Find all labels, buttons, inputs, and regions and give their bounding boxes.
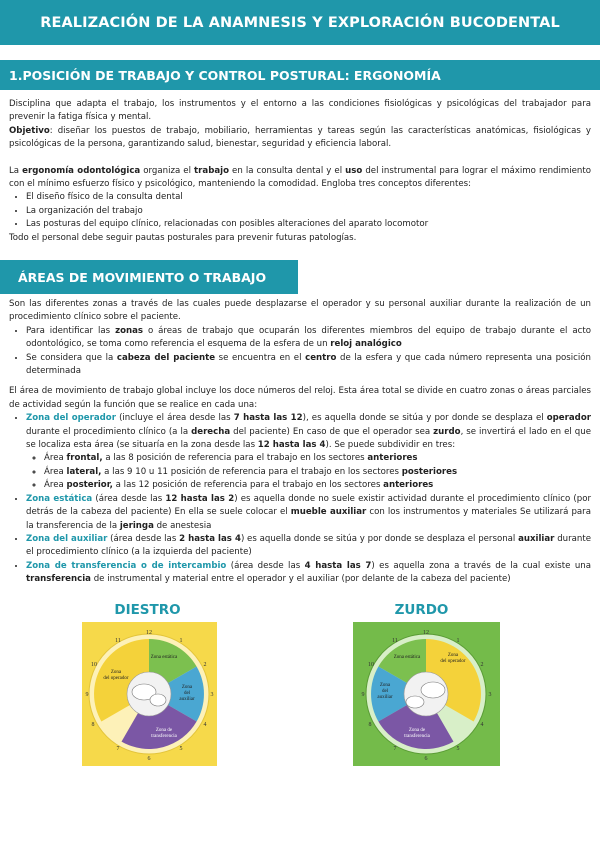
zurdo-label-auxiliar-3: auxiliar <box>377 695 393 700</box>
section-heading-areas: ÁREAS DE MOVIMIENTO O TRABAJO <box>0 260 298 294</box>
zurdo-label-transferencia-2: transferencia <box>404 734 430 739</box>
operador-subareas <box>26 452 591 492</box>
diestro-label-auxiliar-1: Zona <box>181 685 193 690</box>
diestro-label-operador-1: Zona <box>110 670 122 675</box>
diestro-title: DIESTRO <box>114 602 181 618</box>
diestro-label-operador-2: del operador <box>103 676 129 681</box>
reference-list <box>9 325 591 379</box>
zona-operador-item: • Zona del operador (incluye el área desde las 7 hasta las 12), es aquella donde se sitúa y por donde se desplaza el operador durante el procedimiento clínico (a la derecha del paciente) En caso de que el operador sea zurdo, se invertirá el lado en el que se localiza esta área (se situaría en la zona desde las 12 hasta las 4). Se puede subdividir en tres: ◦ Área frontal, a las 8 posición de referencia para el trabajo en los sectores anteriores ◦ Área lateral, a las 9 10 u 11 posición de referencia para el trabajo en los sectores posteriores ◦ Área posterior, a las 12 posición de referencia para el trabajo en los sectores anteriores <box>26 412 591 492</box>
zona-transferencia-item: • Zona de transferencia o de intercambio (área desde las 4 hasta las 7) es aquella zona a través de la cual existe una transferencia de instrumental y material entre el operador y el auxiliar (por delante de la cabeza del paciente) <box>26 560 591 587</box>
zurdo-label-auxiliar-2: del <box>381 689 389 694</box>
zurdo-label-operador-1: Zona <box>447 653 459 658</box>
diestro-label-transferencia-1: Zona de <box>155 728 173 733</box>
diestro-num-6: 6 <box>147 756 151 762</box>
list-item: • Las posturas del equipo clínico, relacionadas con posibles alteraciones del aparato locomotor <box>26 218 591 231</box>
zurdo-num-7: 7 <box>393 746 397 752</box>
zurdo-num-1: 1 <box>456 638 460 644</box>
diestro-label-estatica: Zona estática <box>150 655 178 660</box>
diestro-clock-svg <box>82 622 217 766</box>
global-area-paragraph: El área de movimiento de trabajo global incluye los doce números del reloj. Esta área total se divide en cuatro zonas o áreas parciales de actividad según la función que se realice en cada una: <box>9 386 591 410</box>
list-item: • La organización del trabajo <box>26 205 591 218</box>
diestro-num-8: 8 <box>91 722 95 728</box>
diestro-num-1: 1 <box>179 638 183 644</box>
ergonomia-paragraph: La ergonomía odontológica organiza el trabajo en la consulta dental y el uso del instrumental para lograr el máximo rendimiento con el mínimo esfuerzo físico y psicológico, manteniendo la comodidad. Engloba tres conceptos diferentes: <box>9 165 592 190</box>
zurdo-num-4: 4 <box>480 722 484 728</box>
diestro-diagram <box>82 622 217 766</box>
diestro-num-10: 10 <box>91 662 97 668</box>
diestro-num-4: 4 <box>203 722 207 728</box>
diestro-patient-figure <box>150 694 166 706</box>
zurdo-label-estatica: Zona estática <box>393 655 421 660</box>
zurdo-label-transferencia-1: Zona de <box>408 728 426 733</box>
zurdo-num-5: 5 <box>456 746 460 752</box>
zurdo-num-3: 3 <box>488 692 492 698</box>
diestro-num-5: 5 <box>179 746 183 752</box>
list-item: • Se considera que la cabeza del paciente se encuentra en el centro de la esfera y que cada número representa una posición determinada <box>26 352 591 379</box>
diestro-num-7: 7 <box>116 746 120 752</box>
diestro-num-9: 9 <box>85 692 89 698</box>
zona-estatica-item: • Zona estática (área desde las 12 hasta las 2) es aquella donde no suele existir actividad durante el procedimiento clínico (por detrás de la cabeza del paciente) En ella se suele colocar el mueble auxiliar con los instrumentos y materiales Se utilizará para la transferencia de la jeringa de anestesia <box>26 493 591 533</box>
zones-list <box>9 412 591 586</box>
diestro-label-auxiliar-3: auxiliar <box>179 697 195 702</box>
zurdo-patient-figure <box>406 696 424 708</box>
section-heading-ergonomia: 1.POSICIÓN DE TRABAJO Y CONTROL POSTURAL: ERGONOMÍA <box>0 60 600 90</box>
zurdo-operator-figure <box>421 682 445 698</box>
list-item: • Para identificar las zonas o áreas de trabajo que ocuparán los diferentes miembros del equipo de trabajo durante el acto odontológico, se toma como referencia el esquema de la esfera de un reloj analógico <box>26 325 591 352</box>
list-item: ◦ Área posterior, a las 12 posición de referencia para el trabajo en los sectores anteriores <box>44 479 591 492</box>
diestro-label-auxiliar-2: del <box>183 691 191 696</box>
diestro-num-3: 3 <box>210 692 214 698</box>
page-title: REALIZACIÓN DE LA ANAMNESIS Y EXPLORACIÓN BUCODENTAL <box>0 0 600 45</box>
diestro-num-2: 2 <box>203 662 207 668</box>
concept-list <box>9 191 591 231</box>
section2-body <box>9 298 591 587</box>
zurdo-title: ZURDO <box>394 602 449 618</box>
diestro-num-12: 12 <box>146 630 152 636</box>
zurdo-num-12: 12 <box>423 630 429 636</box>
zurdo-clock-svg <box>353 622 500 766</box>
zurdo-label-auxiliar-1: Zona <box>379 683 391 688</box>
zurdo-label-operador-2: del operador <box>440 659 466 664</box>
areas-intro: Son las diferentes zonas a través de las cuales puede desplazarse el operador y su personal auxiliar durante la realización de un procedimiento clínico sobre el paciente. <box>9 299 591 323</box>
zurdo-num-8: 8 <box>368 722 372 728</box>
postural-paragraph: Todo el personal debe seguir pautas posturales para prevenir futuras patologías. <box>9 232 357 243</box>
diestro-label-transferencia-2: transferencia <box>151 734 177 739</box>
zurdo-num-10: 10 <box>368 662 374 668</box>
diestro-num-11: 11 <box>115 638 121 644</box>
zurdo-num-9: 9 <box>361 692 365 698</box>
zurdo-num-11: 11 <box>392 638 398 644</box>
list-item: • El diseño físico de la consulta dental <box>26 191 591 204</box>
zurdo-num-6: 6 <box>424 756 428 762</box>
objetivo-paragraph: Objetivo: diseñar los puestos de trabajo, mobiliario, herramientas y tareas según las características anatómicas, fisiológicas y psicológicas de la persona, garantizando salud, bienestar, seguridad y eficiencia laboral. <box>9 125 591 150</box>
list-item: ◦ Área frontal, a las 8 posición de referencia para el trabajo en los sectores anteriores <box>44 452 591 465</box>
definition-paragraph: Disciplina que adapta el trabajo, los instrumentos y el entorno a las condiciones fisiológicas y psicológicas del trabajador para prevenir la fatiga física y mental. <box>9 99 591 123</box>
zurdo-diagram <box>353 622 500 766</box>
zurdo-num-2: 2 <box>480 662 484 668</box>
list-item: ◦ Área lateral, a las 9 10 u 11 posición de referencia para el trabajo en los sectores posteriores <box>44 466 591 479</box>
section1-body <box>9 98 591 245</box>
zona-auxiliar-item: • Zona del auxiliar (área desde las 2 hasta las 4) es aquella donde se sitúa y por donde se desplaza el personal auxiliar durante el procedimiento clínico (a la izquierda del paciente) <box>26 533 591 560</box>
